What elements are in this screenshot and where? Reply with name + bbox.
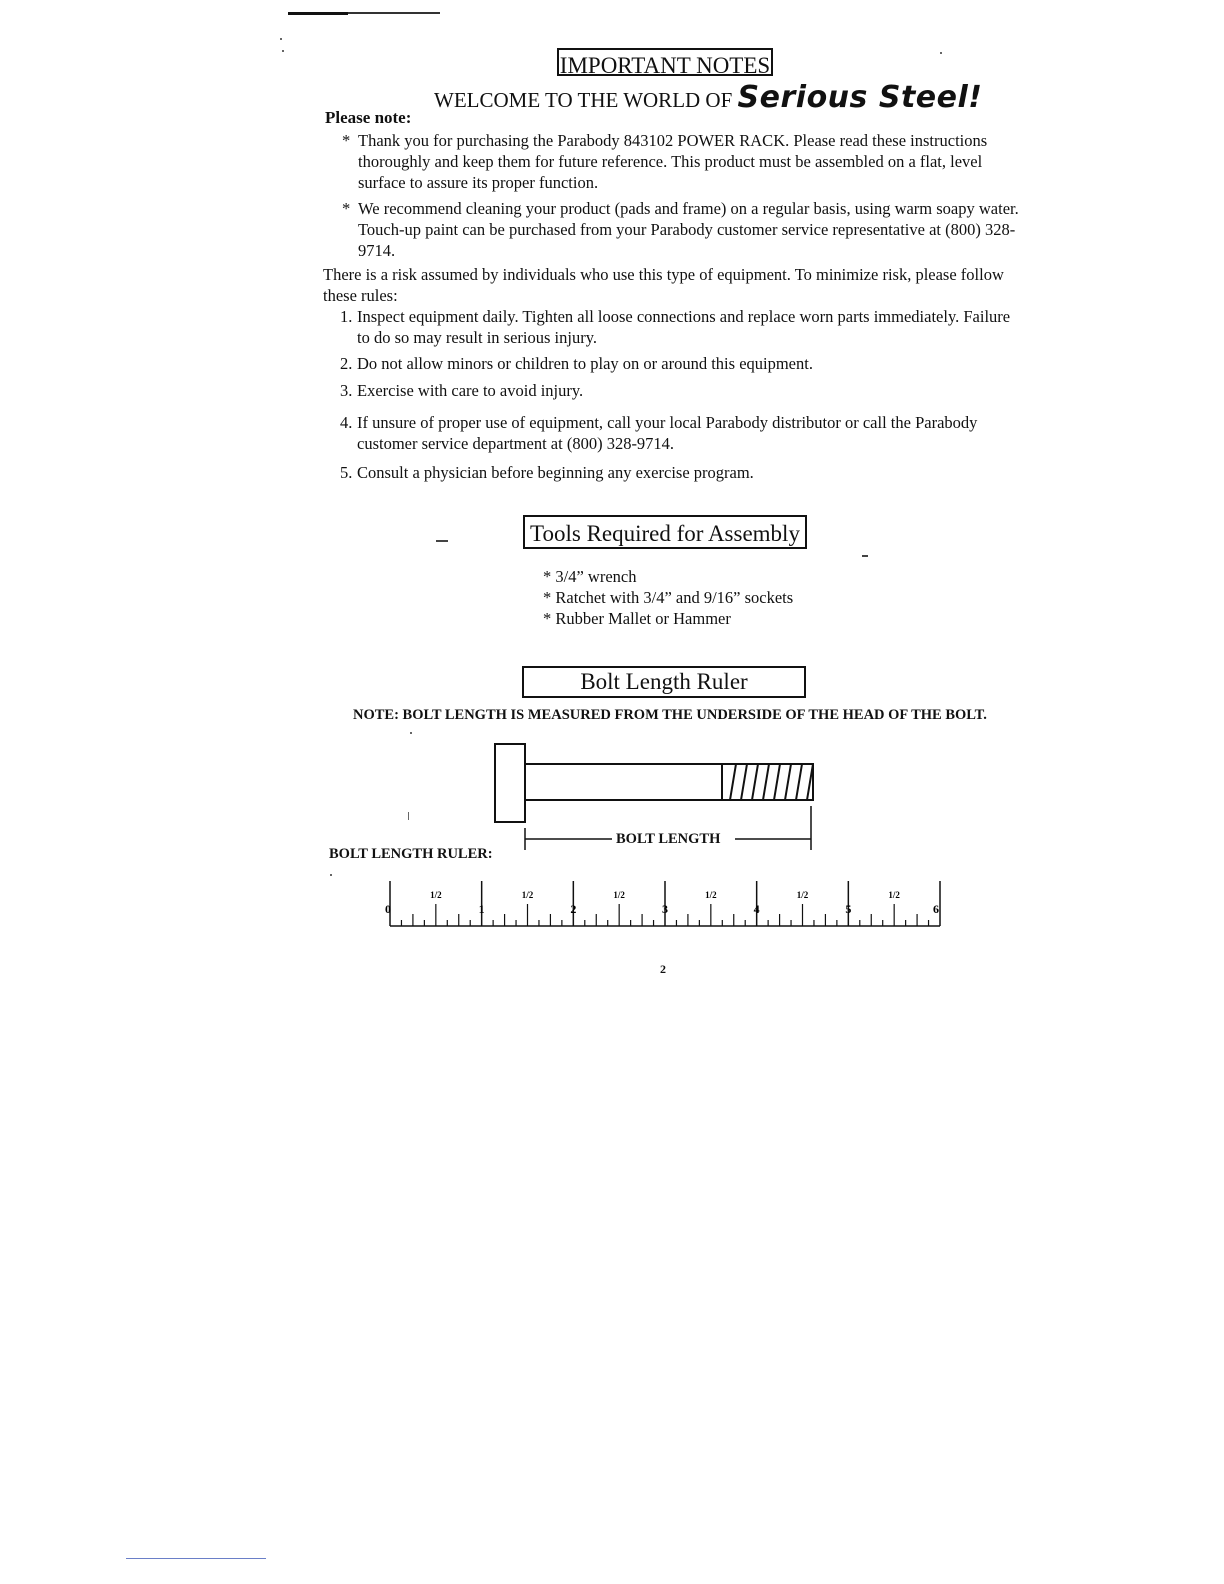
rule-number: 1. [340, 307, 353, 326]
rule-text: Do not allow minors or children to play on or around this equipment. [357, 354, 813, 373]
ruler-half-label: 1/2 [888, 890, 900, 900]
scan-speck [282, 50, 284, 52]
scan-speck [410, 732, 412, 734]
tool-item: * Ratchet with 3/4” and 9/16” sockets [543, 588, 794, 607]
note-item [342, 130, 1032, 193]
note-marker: * [342, 131, 351, 150]
bolt-length-ruler-label: BOLT LENGTH RULER: [329, 846, 493, 862]
ruler-half-label: 1/2 [796, 890, 809, 900]
tool-item: * 3/4” wrench [543, 567, 637, 586]
ruler-inch-label: 5 [845, 902, 852, 916]
rule-number: 4. [340, 413, 353, 432]
scan-speck [280, 38, 282, 40]
scan-speck [330, 874, 332, 876]
note-item [342, 198, 1032, 261]
rule-number: 5. [340, 463, 353, 482]
brand-tagline: Serious Steel! [737, 80, 983, 115]
ruler-half-label: 1/2 [430, 890, 442, 900]
note-text: Thank you for purchasing the Parabody 843102 POWER RACK. Please read these instructions thoroughly and keep them for future reference. This product must be assembled on a flat, level surface to assure its proper function. [358, 131, 988, 192]
rule-text: Inspect equipment daily. Tighten all loose connections and replace worn parts immediately. Failure to do so may result in serious injury. [357, 307, 1011, 347]
ruler-half-label: 1/2 [521, 890, 534, 900]
rule-number: 2. [340, 354, 353, 373]
bolt-ruler-heading: Bolt Length Ruler [522, 666, 806, 698]
please-note-label: Please note: [325, 108, 412, 127]
ruler-inch-label: 2 [570, 902, 577, 916]
important-notes-heading: IMPORTANT NOTES [557, 48, 773, 76]
bolt-head [495, 744, 525, 822]
inch-ruler [380, 876, 950, 931]
scan-speck [436, 540, 448, 542]
ruler-inch-label: 1 [478, 902, 485, 916]
bolt-length-label: BOLT LENGTH [616, 831, 721, 847]
ruler-half-label: 1/2 [613, 890, 625, 900]
ruler-inch-label: 0 [385, 902, 391, 916]
risk-intro: There is a risk assumed by individuals who use this type of equipment. To minimize risk, please follow these rules: [323, 265, 1004, 305]
rule-item [340, 412, 1020, 454]
scan-mark-line-bold [288, 12, 348, 15]
rule-item [340, 380, 1020, 401]
tool-item: * Rubber Mallet or Hammer [543, 609, 731, 628]
welcome-line [434, 80, 982, 115]
rule-item [340, 306, 1020, 348]
rule-text: If unsure of proper use of equipment, call your local Parabody distributor or call the Parabody customer service department at (800) 328-9714. [357, 413, 978, 453]
page-number: 2 [660, 962, 666, 976]
welcome-prefix: WELCOME TO THE WORLD OF [434, 88, 733, 112]
ruler-inch-label: 4 [753, 902, 760, 916]
scan-speck [862, 555, 868, 557]
bolt-shank [525, 764, 813, 800]
ruler-half-label: 1/2 [705, 890, 717, 900]
rule-number: 3. [340, 381, 353, 400]
rule-item [340, 462, 1020, 483]
tools-heading: Tools Required for Assembly [523, 515, 807, 549]
ruler-inch-label: 3 [662, 902, 668, 916]
scan-speck [408, 812, 409, 820]
bolt-measure-note: NOTE: BOLT LENGTH IS MEASURED FROM THE UNDERSIDE OF THE HEAD OF THE BOLT. [353, 707, 987, 723]
rule-text: Consult a physician before beginning any exercise program. [357, 463, 754, 482]
ruler-inch-label: 6 [933, 902, 939, 916]
rule-text: Exercise with care to avoid injury. [357, 381, 584, 400]
rule-item [340, 353, 1020, 374]
footer-rule [126, 1558, 266, 1559]
note-marker: * [342, 199, 351, 218]
note-text: We recommend cleaning your product (pads and frame) on a regular basis, using warm soapy water. Touch-up paint can be purchased from your Parabody customer service representative at (800) 328-9714. [358, 199, 1019, 260]
bolt-threads [722, 764, 813, 800]
scan-speck [940, 52, 942, 54]
